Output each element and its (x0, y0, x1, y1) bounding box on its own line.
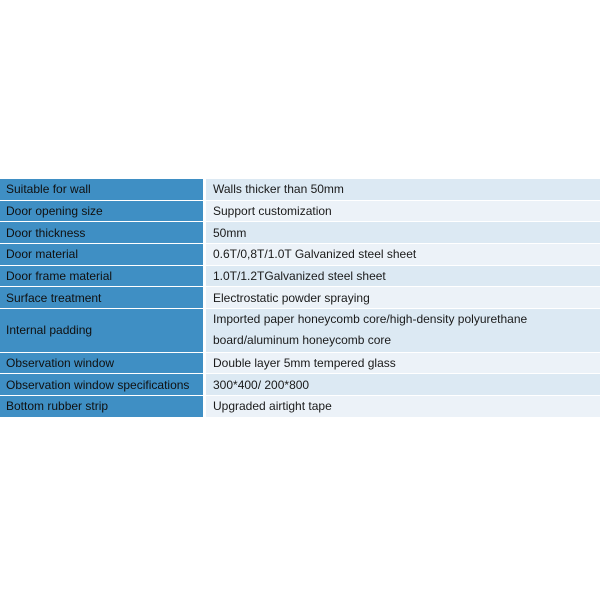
table-row (0, 222, 600, 244)
table-row (0, 201, 600, 223)
row-value: Imported paper honeycomb core/high-density polyurethane board/aluminum honeycomb core (206, 309, 600, 352)
table-row (0, 396, 600, 418)
table-row (0, 309, 600, 352)
row-label: Internal padding (0, 309, 206, 352)
row-value: Double layer 5mm tempered glass (206, 353, 600, 375)
row-label: Observation window specifications (0, 374, 206, 396)
row-value: 1.0T/1.2TGalvanized steel sheet (206, 266, 600, 288)
row-value: Upgraded airtight tape (206, 396, 600, 418)
table-row (0, 266, 600, 288)
table-row (0, 179, 600, 201)
table-row (0, 353, 600, 375)
row-label: Observation window (0, 353, 206, 375)
table-row (0, 374, 600, 396)
row-label: Suitable for wall (0, 179, 206, 201)
table-row (0, 244, 600, 266)
row-label: Door frame material (0, 266, 206, 288)
row-value: Electrostatic powder spraying (206, 287, 600, 309)
row-label: Door thickness (0, 222, 206, 244)
row-value: Walls thicker than 50mm (206, 179, 600, 201)
row-value: 50mm (206, 222, 600, 244)
row-value: 0.6T/0,8T/1.0T Galvanized steel sheet (206, 244, 600, 266)
row-label: Surface treatment (0, 287, 206, 309)
row-label: Door material (0, 244, 206, 266)
row-label: Bottom rubber strip (0, 396, 206, 418)
row-value: 300*400/ 200*800 (206, 374, 600, 396)
row-label: Door opening size (0, 201, 206, 223)
spec-table (0, 179, 600, 418)
table-row (0, 287, 600, 309)
row-value: Support customization (206, 201, 600, 223)
